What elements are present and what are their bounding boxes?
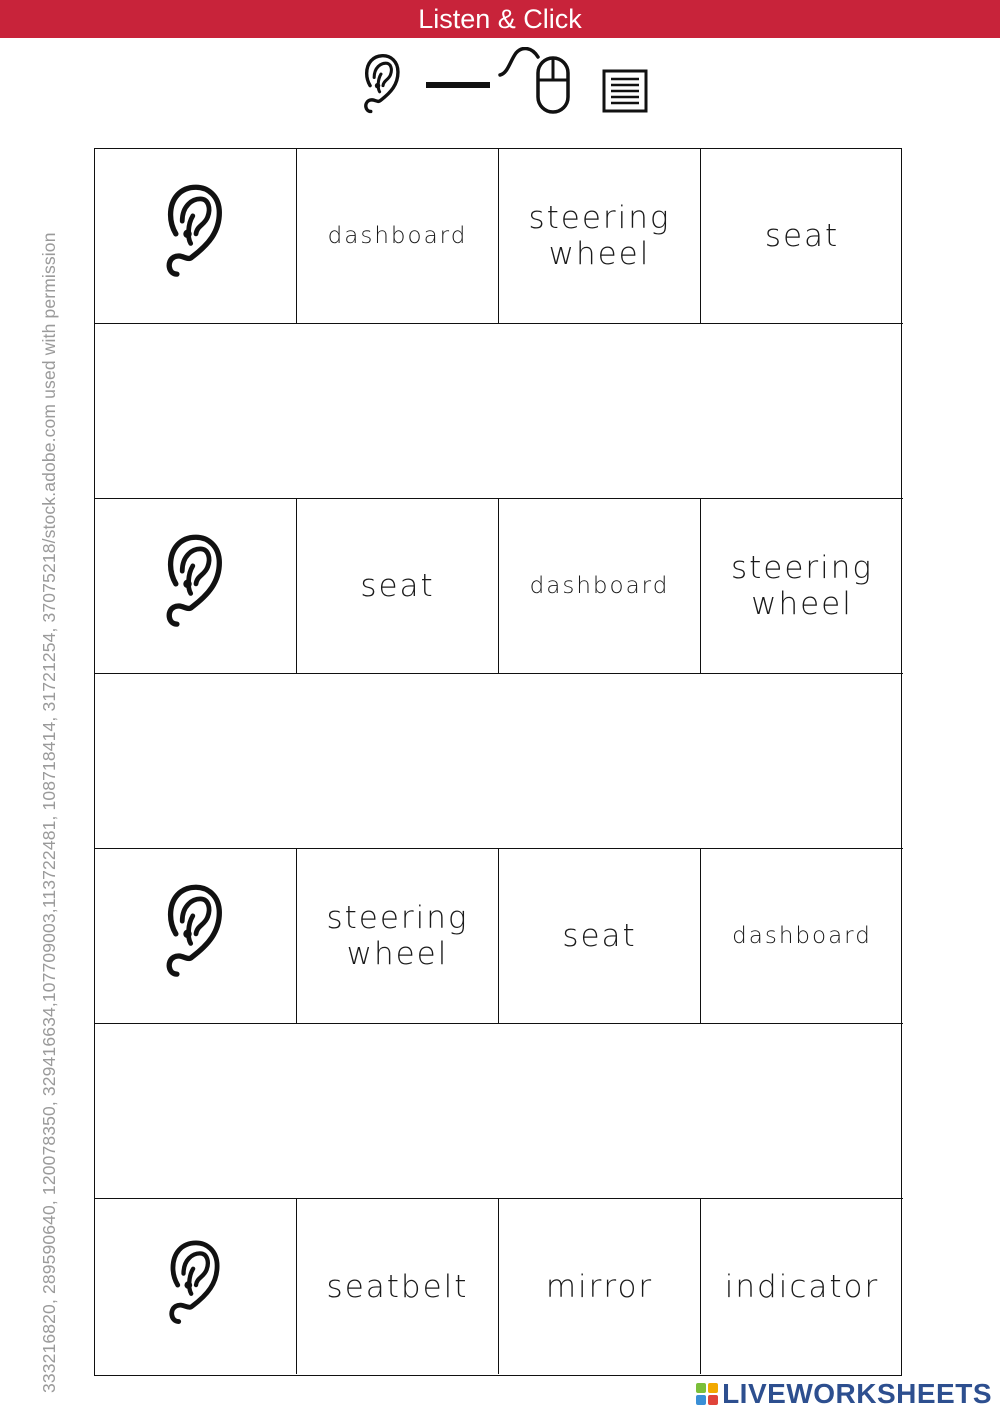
- ear-icon: [164, 183, 228, 289]
- ear-icon: [164, 533, 228, 639]
- listen-audio-button-4[interactable]: [95, 1199, 297, 1374]
- liveworksheets-logo-icon: [696, 1383, 718, 1405]
- mouse-icon: [498, 47, 572, 117]
- answer-option[interactable]: seat: [499, 849, 701, 1024]
- answer-option[interactable]: steering wheel: [297, 849, 499, 1024]
- spacer-row: [95, 1024, 903, 1199]
- ear-icon: [164, 883, 228, 989]
- liveworksheets-brand[interactable]: [696, 1378, 992, 1410]
- dash-icon: [426, 79, 490, 91]
- answer-option[interactable]: dashboard: [701, 849, 903, 1024]
- listen-audio-button-3[interactable]: [95, 849, 297, 1024]
- listen-audio-button-2[interactable]: [95, 499, 297, 674]
- document-icon: [602, 69, 648, 113]
- listening-grid: [94, 148, 902, 1376]
- instructions-row: [360, 45, 660, 121]
- answer-option[interactable]: dashboard: [499, 499, 701, 674]
- answer-option[interactable]: indicator: [724, 1268, 880, 1305]
- brand-name: LIVEWORKSHEETS: [722, 1378, 992, 1409]
- answer-option[interactable]: steering wheel: [499, 149, 701, 324]
- spacer-row: [95, 324, 903, 499]
- ear-icon: [360, 53, 406, 121]
- listen-audio-button-1[interactable]: [95, 149, 297, 324]
- page-title: Listen & Click: [418, 4, 582, 34]
- answer-option[interactable]: mirror: [499, 1199, 701, 1374]
- photo-credit: 333216820, 289590640, 120078350, 329416634,107709003,113722481, 108718414, 31721254, 37075218/stock.adobe.com used with permission: [39, 232, 59, 1393]
- ear-icon: [167, 1239, 225, 1335]
- spacer-row: [95, 674, 903, 849]
- answer-option[interactable]: steering wheel: [701, 499, 903, 674]
- title-bar: [0, 0, 1000, 38]
- answer-option[interactable]: seat: [701, 149, 903, 324]
- answer-option[interactable]: dashboard: [297, 149, 499, 324]
- answer-option[interactable]: seat: [297, 499, 499, 674]
- answer-option[interactable]: seatbelt: [297, 1199, 499, 1374]
